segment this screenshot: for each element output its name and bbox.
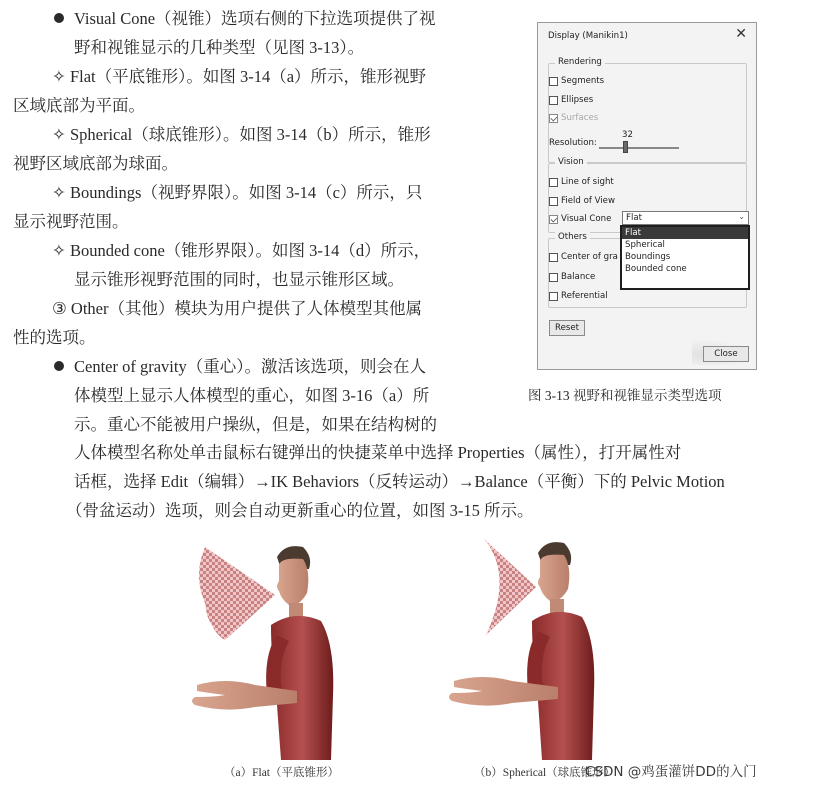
bullet-paragraph-visual-cone	[54, 4, 436, 33]
figure-flat-cone-manikin	[185, 535, 405, 760]
text-line: 显示锥形视野范围的同时，也显示锥形区域。	[74, 270, 404, 289]
checkbox-label: Ellipses	[561, 95, 594, 105]
manikin-neck	[550, 599, 564, 613]
resolution-value: 32	[622, 130, 633, 140]
ellipses-checkbox[interactable]	[549, 95, 593, 105]
reset-button[interactable]: Reset	[549, 320, 585, 336]
text-line: ✧ Boundings（视野界限）。如图 3-14（c）所示，只	[52, 183, 423, 202]
text-line: （骨盆运动）选项，则会自动更新重心的位置，如图 3-15 所示。	[66, 501, 534, 520]
visual-cone-select[interactable]	[622, 211, 749, 225]
balance-checkbox[interactable]	[549, 272, 595, 282]
visual-cone-dropdown-list[interactable]	[620, 225, 750, 290]
checkbox-box[interactable]	[549, 96, 558, 105]
text-line: ✧ Spherical（球底锥形）。如图 3-14（b）所示，锥形	[52, 125, 431, 144]
checkbox-label: Surfaces	[561, 113, 599, 123]
group-label: Rendering	[555, 57, 605, 67]
bullet-paragraph-center-of-gravity	[54, 352, 426, 381]
checkbox-label: Line of sight	[561, 177, 614, 187]
close-icon[interactable]: ✕	[735, 26, 747, 42]
spherical-view-cone	[484, 539, 536, 635]
checkbox-label: Field of View	[561, 196, 615, 206]
text-line: 人体模型名称处单击鼠标右键弹出的快捷菜单中选择 Properties（属性），打开属性对	[74, 443, 682, 462]
figure-3-14a-caption: （a）Flat（平底锥形）	[224, 767, 339, 779]
checkbox-box[interactable]	[549, 77, 558, 86]
resolution-slider-track[interactable]	[599, 147, 679, 149]
checkbox-box[interactable]	[549, 114, 558, 123]
checkbox-box[interactable]	[549, 197, 558, 206]
text-line: 话框，选择 Edit（编辑）→IK Behaviors（反转运动）→Balance（平衡）下的 Pelvic Motion	[74, 472, 725, 491]
resolution-slider-thumb[interactable]	[623, 141, 628, 153]
manikin-head	[277, 559, 308, 606]
manikin-head	[538, 555, 569, 602]
group-label: Others	[555, 232, 590, 242]
figure-spherical-cone-manikin	[440, 535, 660, 760]
checkbox-box[interactable]	[549, 178, 558, 187]
bullet-icon	[54, 13, 64, 23]
text-line: 野和视锥显示的几种类型（见图 3-13）。	[74, 38, 365, 57]
dropdown-option-boundings[interactable]: Boundings	[625, 252, 671, 262]
center-of-gravity-checkbox[interactable]	[549, 252, 618, 262]
text-line: 体模型上显示人体模型的重心，如图 3-16（a）所	[74, 386, 430, 405]
flat-view-cone	[199, 547, 275, 640]
referential-checkbox[interactable]	[549, 291, 608, 301]
text-line: ✧ Flat（平底锥形）。如图 3-14（a）所示，锥形视野	[52, 67, 427, 86]
close-button[interactable]: Close	[703, 346, 749, 362]
manikin-neck	[289, 603, 303, 617]
checkbox-box[interactable]	[549, 292, 558, 301]
csdn-watermark: CSDN @鸡蛋灌饼DD的入门	[585, 764, 757, 780]
dropdown-option-spherical[interactable]: Spherical	[625, 240, 665, 250]
resolution-label: Resolution:	[549, 138, 597, 148]
dropdown-option-bounded-cone[interactable]: Bounded cone	[625, 264, 687, 274]
text-line: ③ Other（其他）模块为用户提供了人体模型其他属	[52, 299, 422, 318]
line-of-sight-checkbox[interactable]	[549, 177, 614, 187]
select-value: Flat	[626, 213, 642, 223]
checkbox-label: Visual Cone	[561, 214, 612, 224]
checkbox-label: Referential	[561, 291, 608, 301]
display-dialog	[537, 22, 757, 370]
field-of-view-checkbox[interactable]	[549, 196, 615, 206]
text-line: 性的选项。	[13, 328, 96, 347]
dropdown-option-flat[interactable]: Flat	[622, 227, 748, 239]
figure-3-13-caption: 图 3-13 视野和视锥显示类型选项	[528, 388, 722, 403]
checkbox-box[interactable]	[549, 253, 558, 262]
text-line: 示。重心不能被用户操纵，但是，如果在结构树的	[74, 415, 437, 434]
checkbox-box[interactable]	[549, 273, 558, 282]
surfaces-checkbox[interactable]	[549, 113, 598, 123]
checkbox-label: Center of gra	[561, 252, 618, 262]
figure-3-14b-caption: （b）Spherical（球底锥形）	[474, 767, 616, 779]
text-line: Center of gravity（重心）。激活该选项，则会在人	[74, 357, 426, 376]
chevron-down-icon[interactable]: ⌄	[738, 212, 745, 221]
bullet-icon	[54, 361, 64, 371]
text-line: ✧ Bounded cone（锥形界限）。如图 3-14（d）所示，	[52, 241, 431, 260]
checkbox-label: Segments	[561, 76, 605, 86]
visual-cone-checkbox[interactable]	[549, 214, 611, 224]
checkbox-box[interactable]	[549, 215, 558, 224]
text-line: 区域底部为平面。	[13, 96, 145, 115]
checkbox-label: Balance	[561, 272, 596, 282]
text-line: Visual Cone（视锥）选项右侧的下拉选项提供了视	[74, 9, 436, 28]
group-label: Vision	[555, 157, 587, 167]
text-line: 视野区域底部为球面。	[13, 154, 178, 173]
dialog-title: Display (Manikin1)	[548, 31, 628, 41]
text-line: 显示视野范围。	[13, 212, 129, 231]
segments-checkbox[interactable]	[549, 76, 604, 86]
